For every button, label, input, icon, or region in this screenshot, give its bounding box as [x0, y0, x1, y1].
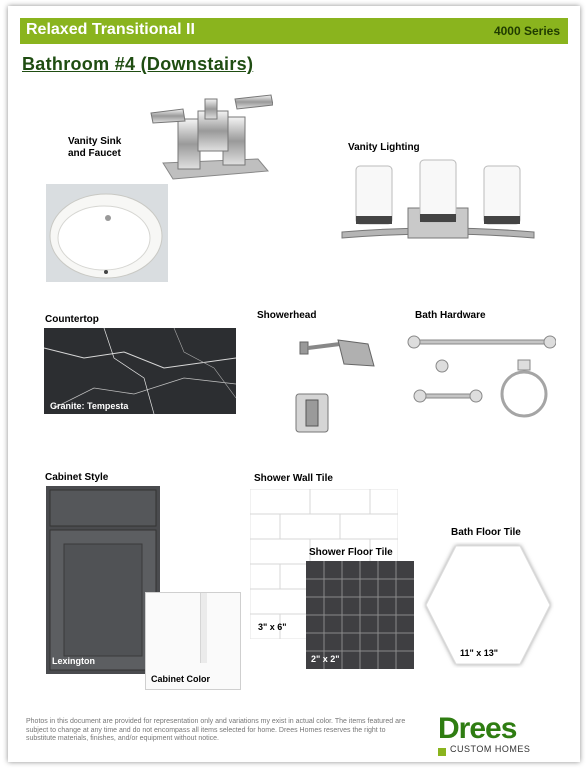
cabinet-color-label: Cabinet Color [151, 674, 211, 684]
cabinet-style-label: Cabinet Style [45, 472, 109, 483]
sink-image [46, 184, 168, 282]
cabinet-name: Lexington [52, 656, 95, 666]
vanity-sink-label: Vanity Sink and Faucet [68, 136, 122, 159]
bath-hardware-image [406, 324, 556, 424]
logo-subtitle: CUSTOM HOMES [450, 744, 531, 754]
bath-hardware-label: Bath Hardware [415, 310, 486, 321]
shower-floor-tile-label: Shower Floor Tile [309, 547, 393, 558]
shower-valve-image [292, 390, 332, 436]
bath-floor-tile-size: 11" x 13" [460, 648, 499, 658]
logo-wordmark: Drees [438, 712, 517, 745]
vanity-light-image [338, 156, 538, 246]
bath-floor-tile-label: Bath Floor Tile [451, 527, 521, 538]
spec-sheet-page [8, 6, 580, 762]
shower-wall-tile-label: Shower Wall Tile [254, 473, 333, 484]
cabinet-door-image [46, 486, 160, 674]
countertop-label: Countertop [45, 314, 99, 325]
shower-floor-tile-size: 2" x 2" [311, 654, 340, 664]
faucet-image [143, 91, 273, 181]
page-title: Bathroom #4 (Downstairs) [22, 54, 254, 74]
disclaimer-text: Photos in this document are provided for representation only and variations my exist in actual color. The items featured are subject to change at any time and do not encompass all items selected for home. Drees Homes reserves the right to substitute materials, finishes, and/or equipment without notice. [26, 718, 406, 742]
showerhead-image [298, 326, 378, 376]
shower-wall-tile-size: 3" x 6" [258, 622, 287, 632]
logo-square-icon [438, 748, 446, 756]
series-label: 4000 Series [493, 24, 560, 38]
countertop-material: Granite: Tempesta [50, 401, 129, 411]
shower-floor-tile-swatch [306, 561, 414, 669]
showerhead-label: Showerhead [257, 310, 317, 321]
collection-title: Relaxed Transitional II [26, 21, 195, 38]
drees-logo [438, 714, 530, 754]
header-bar [20, 18, 568, 44]
vanity-lighting-label: Vanity Lighting [348, 142, 420, 153]
